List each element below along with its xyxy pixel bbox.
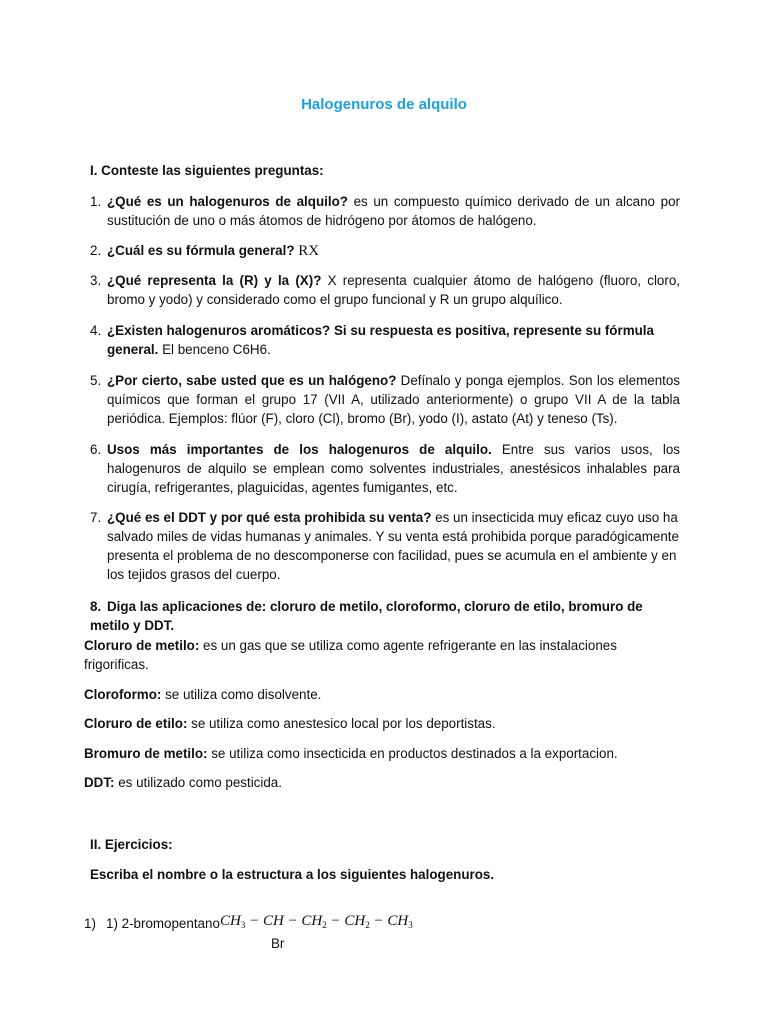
question-8 (90, 597, 680, 635)
question-number: 2. (90, 243, 102, 258)
question-text: ¿Cuál es su fórmula general? (107, 243, 295, 258)
application-cloruro-etilo (84, 714, 684, 733)
substituent-label: Br (271, 936, 285, 951)
answer-text: El benceno C6H6. (158, 342, 271, 357)
application-text: se utiliza como anestesico local por los deportistas. (187, 716, 496, 731)
question-number: 7. (90, 510, 102, 525)
answer-text: es un insecticida muy eficaz cuyo uso ha salvado miles de vidas humanas y animales. Y su venta está prohibida porque paradógicamente presenta el problema de no descomponerse con facilidad, pues se acumula en el ambiente y en los tejidos grasos del cuerpo. (107, 510, 679, 582)
answer-text: RX (294, 243, 320, 259)
answer-text: Entre sus varios usos, los halogenuros de alquilo se emplean como solventes industriales, anestésicos inhalables para cirugía, refrigerantes, plaguicidas, agentes fumigantes, etc. (107, 442, 680, 495)
question-text: ¿Qué es un halogenuros de alquilo? (107, 194, 348, 209)
application-ddt (84, 773, 684, 792)
question-number: 8. (90, 599, 102, 614)
answer-text: es un compuesto químico derivado de un alcano por sustitución de uno o más átomos de hidrógeno por átomos de halógeno. (107, 194, 680, 228)
question-number: 4. (90, 323, 102, 338)
application-term: Cloroformo: (84, 687, 162, 702)
exercise-instruction: Escriba el nombre o la estructura a los siguientes halogenuros. (90, 867, 495, 882)
question-6 (90, 440, 680, 497)
question-7 (90, 508, 680, 584)
page-title: Halogenuros de alquilo (301, 96, 467, 113)
application-text: se utiliza como disolvente. (161, 687, 322, 702)
question-number: 5. (90, 373, 102, 388)
application-term: Cloruro de etilo: (84, 716, 188, 731)
question-1 (90, 192, 680, 230)
question-4 (90, 321, 680, 359)
question-text: ¿Qué representa la (R) y la (X)? (107, 273, 322, 288)
question-text: ¿Por cierto, sabe usted que es un halógeno? (107, 373, 397, 388)
application-cloruro-metilo (84, 636, 684, 674)
application-cloroformo (84, 685, 684, 704)
application-text: es utilizado como pesticida. (114, 775, 282, 790)
application-term: Cloruro de metilo: (84, 638, 200, 653)
exercise-1 (84, 912, 684, 962)
application-term: Bromuro de metilo: (84, 746, 208, 761)
question-text: ¿Existen halogenuros aromáticos? Si su respuesta es positiva, represente su fórmula general. (107, 323, 654, 357)
exercise-number: 1) (84, 916, 96, 931)
answer-text: Defínalo y ponga ejemplos. Son los elementos químicos que forman el grupo 17 (VII A, utilizado anteriormente) o grupo VII A de la tabla periódica. Ejemplos: flúor (F), cloro (Cl), bromo (Br), yodo (I), astato (At) y teneso (Ts). (107, 373, 680, 426)
question-text: Diga las aplicaciones de: cloruro de metilo, cloroformo, cloruro de etilo, bromuro de metilo y DDT. (90, 599, 643, 633)
question-text: Usos más importantes de los halogenuros de alquilo. (107, 442, 492, 457)
question-number: 3. (90, 273, 102, 288)
answer-text: X representa cualquier átomo de halógeno (fluoro, cloro, bromo y yodo) y considerado como el grupo funcional y R un grupo alquílico. (107, 273, 680, 307)
question-3 (90, 271, 680, 309)
application-text: se utiliza como insecticida en productos destinados a la exportacion. (207, 746, 618, 761)
section-heading-1: I. Conteste las siguientes preguntas: (90, 163, 324, 178)
section-heading-2: II. Ejercicios: (90, 837, 173, 852)
question-5 (90, 371, 680, 428)
structural-formula: $CH_3$ − CH − $CH_2 - CH_2 - CH_3$ (220, 913, 413, 930)
question-2 (90, 241, 680, 261)
question-text: ¿Qué es el DDT y por qué esta prohibida su venta? (107, 510, 432, 525)
application-term: DDT: (84, 775, 115, 790)
question-number: 1. (90, 194, 102, 209)
question-number: 6. (90, 442, 102, 457)
exercise-label: 1) 2-bromopentano (106, 916, 220, 931)
application-bromuro-metilo (84, 744, 684, 763)
application-text: es un gas que se utiliza como agente refrigerante en las instalaciones frigorificas. (84, 638, 617, 672)
